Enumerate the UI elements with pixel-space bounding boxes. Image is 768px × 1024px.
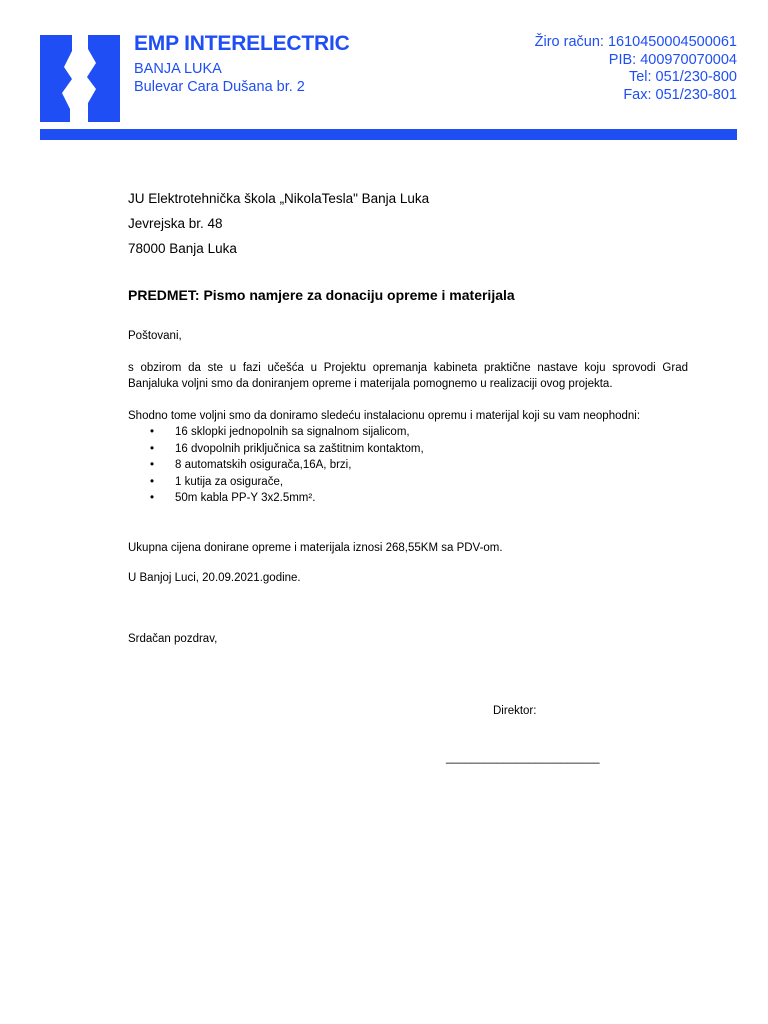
list-item-text: 50m kabla PP-Y 3x2.5mm². xyxy=(175,492,316,504)
letter-body xyxy=(128,186,688,647)
bullet-icon: • xyxy=(150,492,155,504)
header-divider xyxy=(40,129,737,140)
letter-closing: Srdačan pozdrav, xyxy=(128,632,218,645)
letter-date: U Banjoj Luci, 20.09.2021.godine. xyxy=(128,572,301,584)
company-logo xyxy=(40,35,120,122)
signature-line: ________________________ xyxy=(446,752,600,764)
paragraph-offer: Shodno tome voljni smo da doniramo sledeću instalacionu opremu i materijal koji su vam neophodni: xyxy=(128,409,641,422)
recipient-address xyxy=(128,186,688,261)
company-block xyxy=(134,32,350,96)
paragraph-intro: s obzirom da ste u fazi učešća u Projektu opremanja kabineta praktične nastave koju sprovodi Grad Banjaluka voljni smo da doniranjem opreme i materijala pomognemo u realizaciji ovog projekta. xyxy=(128,361,688,390)
recipient-line: 78000 Banja Luka xyxy=(128,241,237,256)
recipient-line: Jevrejska br. 48 xyxy=(128,216,223,231)
pib-number: PIB: 400970070004 xyxy=(608,51,737,68)
list-item-text: 16 dvopolnih priključnica sa zaštitnim kontaktom, xyxy=(175,442,424,455)
company-street: Bulevar Cara Dušana br. 2 xyxy=(134,79,305,95)
company-name: EMP INTERELECTRIC xyxy=(134,32,350,55)
director-label: Direktor: xyxy=(493,705,537,717)
bullet-icon: • xyxy=(150,426,155,438)
donation-items-list xyxy=(128,424,688,507)
list-item xyxy=(128,457,688,474)
company-city: BANJA LUKA xyxy=(134,61,222,77)
bullet-icon: • xyxy=(150,442,155,455)
account-number: Žiro račun: 1610450004500061 xyxy=(534,34,737,50)
phone-number: Tel: 051/230-800 xyxy=(628,69,737,85)
list-item-text: 8 automatskih osigurača,16A, brzi, xyxy=(175,459,352,471)
letter-greeting: Poštovani, xyxy=(128,330,182,342)
list-item xyxy=(128,424,688,441)
list-item-text: 16 sklopki jednopolnih sa signalnom sijalicom, xyxy=(175,426,410,438)
list-item xyxy=(128,441,688,458)
list-item-text: 1 kutija za osigurače, xyxy=(175,475,284,488)
recipient-line: JU Elektrotehnička škola „NikolaTesla" Banja Luka xyxy=(128,191,430,206)
bullet-icon: • xyxy=(150,459,155,471)
logo-left-shape xyxy=(40,35,72,122)
bullet-icon: • xyxy=(150,475,155,488)
fax-number: Fax: 051/230-801 xyxy=(623,86,737,103)
list-item xyxy=(128,474,688,491)
contact-block xyxy=(535,34,737,104)
logo-right-shape xyxy=(87,35,120,122)
list-item xyxy=(128,490,688,507)
letter-subject: PREDMET: Pismo namjere za donaciju opreme i materijala xyxy=(128,287,515,303)
total-price: Ukupna cijena donirane opreme i materijala iznosi 268,55KM sa PDV-om. xyxy=(128,541,503,554)
